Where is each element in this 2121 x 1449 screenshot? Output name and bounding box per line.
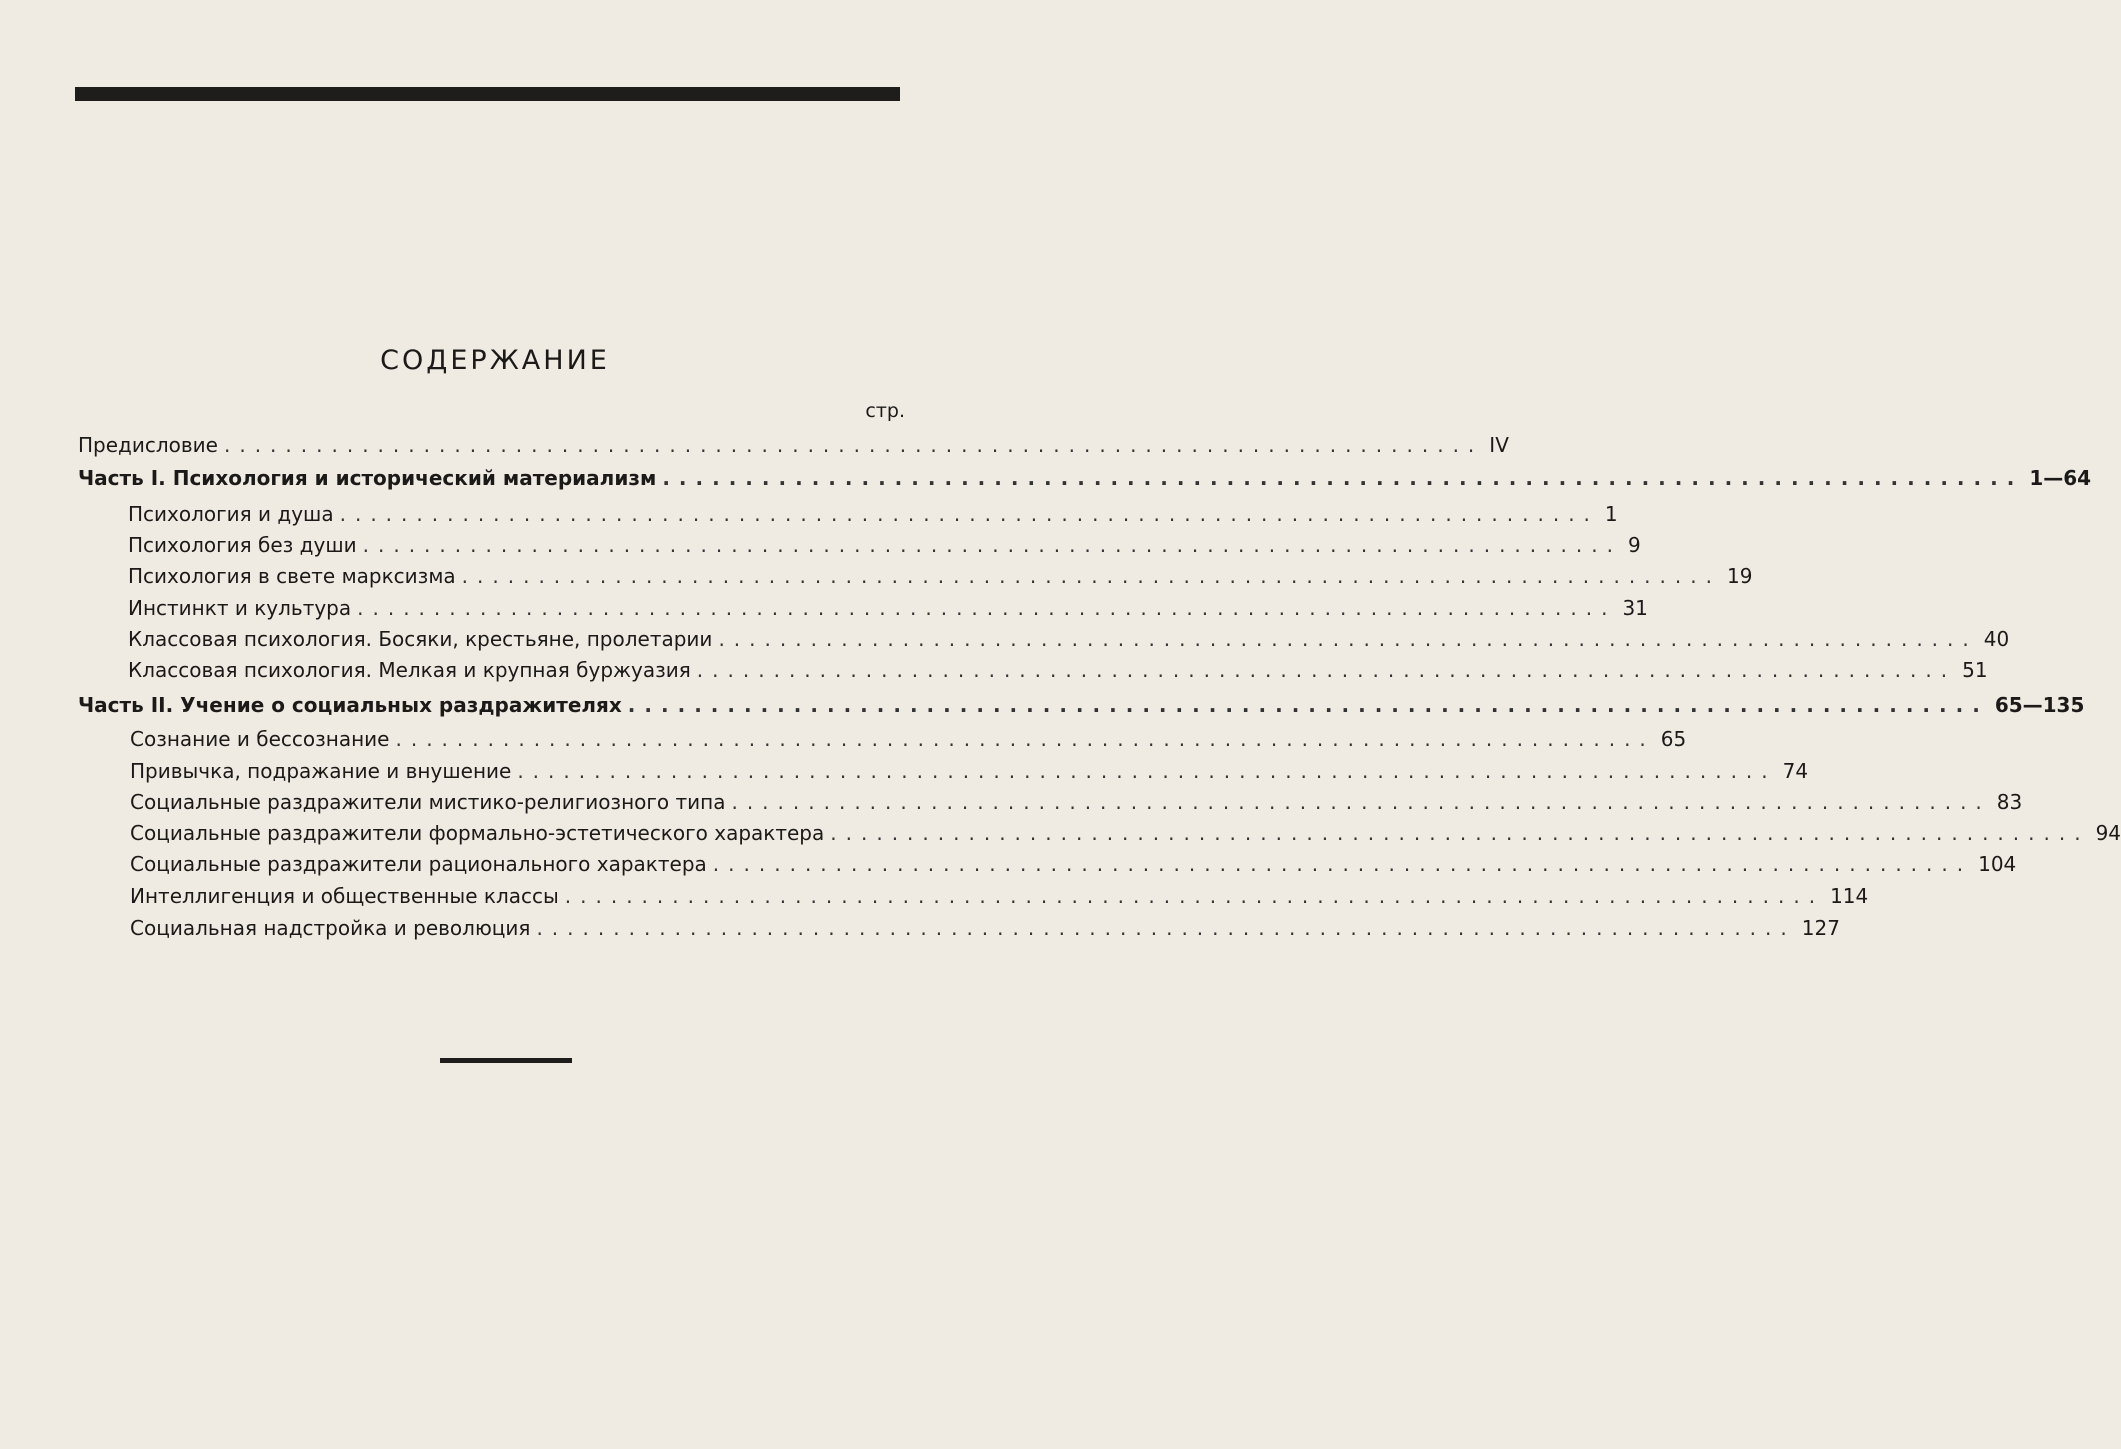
toc-entry xyxy=(128,627,2010,651)
toc-entry-page: 65 xyxy=(1660,727,1687,751)
toc-entry xyxy=(128,564,1753,588)
toc-entry xyxy=(130,759,1809,783)
toc-entry-preface xyxy=(78,433,1509,457)
toc-entry xyxy=(130,852,2017,876)
toc-entry xyxy=(130,916,1840,940)
toc-entry-label: Классовая психология. Мелкая и крупная буржуазия xyxy=(128,658,691,682)
toc-entry xyxy=(128,596,1648,620)
leader-dots: .................................................................................. xyxy=(357,596,1617,620)
top-decorative-rule xyxy=(75,87,900,101)
toc-entry xyxy=(130,884,1869,908)
page-column-label: стр. xyxy=(865,400,905,422)
toc-entry-page: 94 xyxy=(2095,821,2121,845)
toc-entry-page: 74 xyxy=(1782,759,1809,783)
toc-entry-label: Предисловие xyxy=(78,433,218,457)
toc-part-1 xyxy=(78,466,2092,490)
toc-entry-page: 40 xyxy=(1983,627,2010,651)
leader-dots: .................................................................................. xyxy=(395,727,1655,751)
toc-entry-page: IV xyxy=(1489,433,1509,457)
toc-entry-label: Инстинкт и культура xyxy=(128,596,352,620)
toc-entry-label: Интеллигенция и общественные классы xyxy=(130,884,559,908)
leader-dots: .................................................................................. xyxy=(362,533,1622,557)
leader-dots: .................................................................................. xyxy=(461,564,1721,588)
toc-entry xyxy=(130,790,2023,814)
toc-entry-label: Психология в свете марксизма xyxy=(128,564,456,588)
leader-dots: .................................................................................. xyxy=(536,916,1796,940)
toc-entry-label: Сознание и бессознание xyxy=(130,727,390,751)
page-title: СОДЕРЖАНИЕ xyxy=(380,345,610,376)
toc-entry-label: Социальная надстройка и революция xyxy=(130,916,531,940)
toc-entry-label: Социальные раздражители рационального характера xyxy=(130,852,707,876)
leader-dots: .................................................................................. xyxy=(718,627,1978,651)
toc-part-label: Часть II. Учение о социальных раздражителях xyxy=(78,693,622,717)
toc-part-pages: 65—135 xyxy=(1994,693,2085,717)
toc-entry-label: Психология без души xyxy=(128,533,357,557)
toc-entry-label: Социальные раздражители мистико-религиозного типа xyxy=(130,790,726,814)
toc-entry-page: 9 xyxy=(1627,533,1641,557)
leader-dots: .................................................................................. xyxy=(662,466,2024,490)
toc-entry xyxy=(128,533,1641,557)
leader-dots: .................................................................................. xyxy=(712,852,1973,876)
toc-entry xyxy=(128,658,1988,682)
leader-dots: .................................................................................. xyxy=(517,759,1777,783)
toc-part-pages: 1—64 xyxy=(2029,466,2092,490)
toc-entry-page: 104 xyxy=(1978,852,2017,876)
leader-dots: .................................................................................. xyxy=(696,658,1957,682)
toc-entry-label: Социальные раздражители формально-эстетического характера xyxy=(130,821,825,845)
toc-entry-page: 31 xyxy=(1622,596,1648,620)
leader-dots: .................................................................................. xyxy=(339,502,1599,526)
bottom-decorative-rule xyxy=(440,1058,572,1063)
toc-entry-page: 83 xyxy=(1996,790,2023,814)
toc-entry-page: 127 xyxy=(1801,916,1840,940)
leader-dots: .................................................................................. xyxy=(223,433,1484,457)
toc-entry-label: Привычка, подражание и внушение xyxy=(130,759,512,783)
toc-entry xyxy=(130,821,2121,845)
toc-entry-page: 114 xyxy=(1830,884,1869,908)
leader-dots: .................................................................................. xyxy=(564,884,1825,908)
toc-entry-page: 51 xyxy=(1962,658,1988,682)
toc-entry-label: Классовая психология. Босяки, крестьяне, пролетарии xyxy=(128,627,713,651)
toc-entry-page: 1 xyxy=(1604,502,1618,526)
toc-part-2 xyxy=(78,693,2085,717)
toc-part-label: Часть I. Психология и исторический материализм xyxy=(78,466,657,490)
leader-dots: .................................................................................. xyxy=(731,790,1991,814)
leader-dots: .................................................................................. xyxy=(627,693,1989,717)
toc-entry-label: Психология и душа xyxy=(128,502,334,526)
toc-entry xyxy=(130,727,1687,751)
toc-entry xyxy=(128,502,1618,526)
leader-dots: .................................................................................. xyxy=(830,821,2090,845)
toc-entry-page: 19 xyxy=(1726,564,1753,588)
